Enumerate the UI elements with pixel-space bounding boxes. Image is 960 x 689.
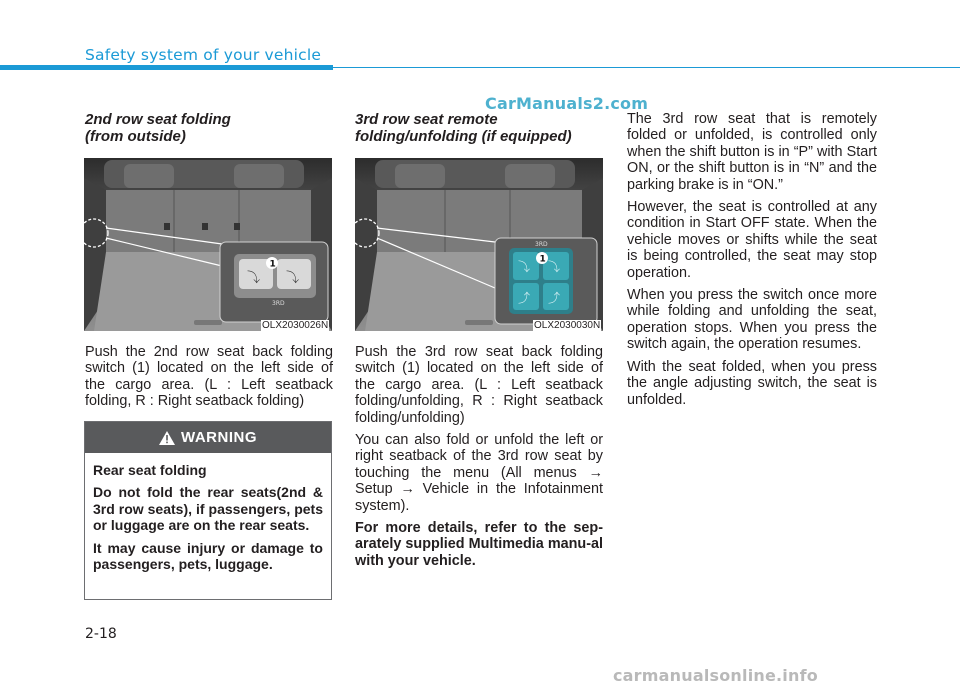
svg-text:⤵: ⤵	[548, 260, 561, 274]
svg-text:3RD: 3RD	[535, 241, 548, 248]
warning-header	[85, 422, 331, 453]
header-accent-bar	[0, 65, 333, 70]
svg-text:⤴: ⤴	[518, 291, 531, 305]
callout-number-1: 1	[269, 259, 276, 270]
paragraph: The 3rd row seat that is remotely folded or unfolded, is controlled only when the shift button is in “P” with Start ON, or the shift button is in “N” and the parking brake is in “ON.”	[627, 111, 877, 193]
heading-3rd-row-remote-folding	[355, 111, 572, 145]
warning-text: It may cause injury or damage to passengers, pets, luggage.	[93, 539, 323, 573]
page-number: 2-18	[85, 626, 117, 642]
warning-label: WARNING	[181, 429, 257, 446]
heading-line-2: (from outside)	[85, 128, 186, 145]
svg-text:3RD: 3RD	[272, 300, 285, 307]
header-rule	[333, 67, 960, 68]
warning-title: Rear seat folding	[93, 462, 207, 478]
heading-2nd-row-seat-folding	[85, 111, 231, 145]
paragraph: With the seat folded, when you press the angle adjusting switch, the seat is unfolded.	[627, 358, 877, 408]
paragraph: However, the seat is controlled at any condition in Start OFF state. When the vehicle moves or shifts while the seat is being controlled, the seat may stop operation.	[627, 199, 877, 281]
paragraph: You can also fold or unfold the left or right seatback of the 3rd row seat by touching the menu (All menus → Setup → Vehicle in the Infotainment system).	[355, 432, 603, 514]
body-3rd-row	[355, 344, 603, 575]
heading-line-1: 2nd row seat folding	[85, 111, 231, 128]
warning-box	[84, 421, 332, 600]
footer-watermark: carmanualsonline.info	[613, 666, 818, 685]
site-watermark: CarManuals2.com	[485, 94, 649, 113]
callout-number-1: 1	[539, 254, 546, 265]
warning-body	[85, 453, 331, 572]
paragraph: When you press the switch once more while folding and unfolding the seat, operation stops. When you press the switch again, the operation resumes.	[627, 287, 877, 353]
paragraph-bold: For more details, refer to the sep-arately supplied Multimedia manu-al with your vehicle.	[355, 520, 603, 569]
heading-line-2: folding/unfolding (if equipped)	[355, 128, 572, 145]
image-code: OLX2030030N	[534, 320, 601, 331]
section-title: Safety system of your vehicle	[85, 46, 322, 64]
svg-text:⤵: ⤵	[518, 260, 531, 274]
paragraph: Push the 2nd row seat back folding switch (1) located on the left side of the cargo area. (L : Left seatback folding, R : Right seatback folding)	[85, 344, 333, 410]
svg-text:⤴: ⤴	[548, 291, 561, 305]
body-column-3	[627, 111, 877, 414]
svg-text:⤵: ⤵	[247, 271, 261, 286]
body-2nd-row	[85, 344, 333, 416]
image-code: OLX2030026N	[262, 320, 329, 331]
warning-text: Do not fold the rear seats(2nd & 3rd row seats), if passengers, pets or luggage are on the rear seats.	[93, 484, 323, 534]
cargo-area-photo-3rd-row	[355, 158, 603, 331]
svg-text:⤵: ⤵	[286, 271, 300, 286]
heading-line-1: 3rd row seat remote	[355, 111, 498, 128]
warning-triangle-icon	[159, 431, 175, 445]
paragraph: Push the 3rd row seat back folding switch (1) located on the left side of the cargo area. (L : Left seatback folding/unfolding, R : Right seatback folding/unfolding)	[355, 344, 603, 426]
cargo-area-photo-2nd-row	[84, 158, 332, 331]
